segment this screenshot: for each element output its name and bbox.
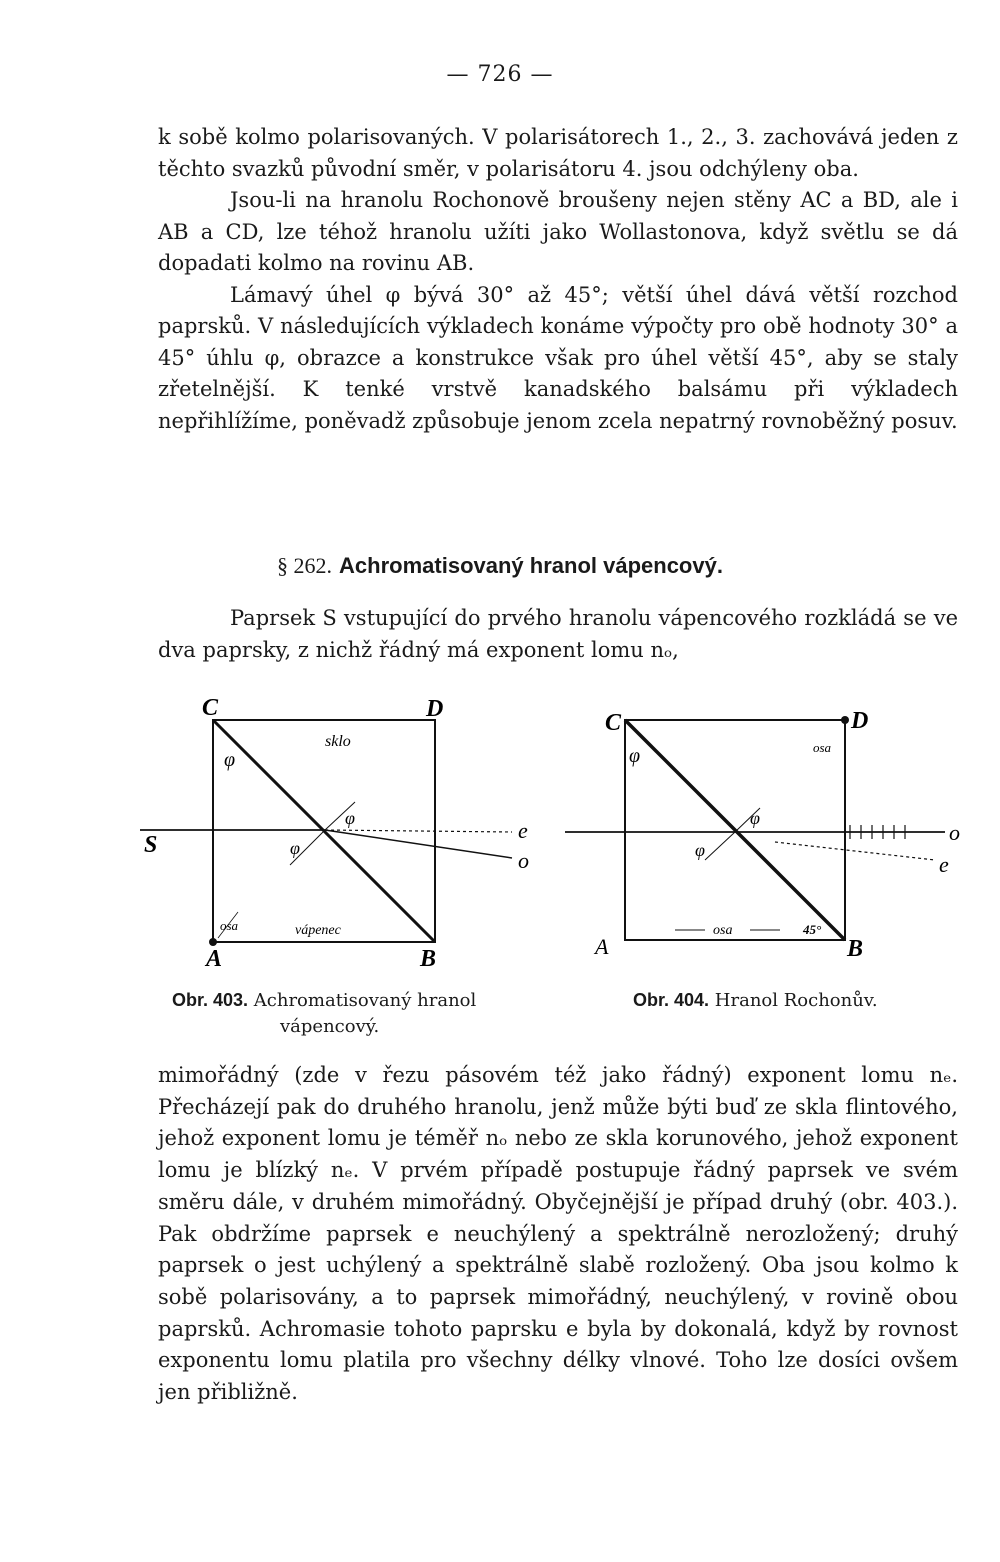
paragraph-5: mimořádný (zde v řezu pásovém též jako řádný) exponent lomu nₑ. Přecházejí pak do druhého hranolu, jenž může býti buď ze skla flintového, jehož exponent lomu je téměř nₒ nebo ze skla korunového, jehož exponent lomu je blízký nₑ. V prvém případě postupuje řádný paprsek ve svém směru dále, v druhém mimořádný. Obyčejnější je případ druhý (obr. 403.). Pak obdržíme paprsek e neuchýlený a spektrálně nerozložený; druhý paprsek o jest uchýlený a spektrálně slabě rozložený. Oba jsou kolmo k sobě polarisovány, a to paprsek mimořádný, neuchýlený, v rovině obou paprsků. Achromasie tohoto paprsku e byla by dokonalá, když by rovnost exponentu lomu platila pro všechny délky vlnové. Toho lze dosíci ovšem jen přibližně.	[158, 1063, 958, 1405]
caption-403-text: Achromatisovaný hranol	[253, 990, 477, 1011]
label-axis: osa	[220, 918, 239, 933]
label-glass: sklo	[325, 733, 351, 750]
body-text-bottom	[158, 1060, 958, 1409]
section-number: § 262.	[277, 553, 333, 578]
label-C: C	[605, 710, 622, 736]
section-title: Achromatisovaný hranol vápencový.	[339, 553, 723, 578]
figure-404-diagram	[565, 700, 975, 980]
label-axis: osa	[713, 923, 733, 938]
label-phi-1: φ	[629, 745, 641, 767]
label-phi-2: φ	[750, 808, 760, 828]
label-B: B	[847, 936, 864, 962]
ray-e-out	[775, 842, 935, 860]
paragraph-3: Lámavý úhel φ bývá 30° až 45°; větší úhel dává větší rozchod paprsků. V následujících výkladech konáme výpočty pro obě hodnoty 30° a 45° úhlu φ, obrazce a konstrukce však pro úhel větší 45°, aby se staly zřetelnější. K tenké vrstvě kanadského balsámu při výkladech nepřihlížíme, poněvadž způsobuje jenom zcela nepatrný rovnoběžný posuv.	[158, 282, 958, 433]
ray-o	[325, 830, 512, 858]
section-heading	[0, 553, 1000, 579]
label-phi-1: φ	[224, 749, 236, 771]
caption-404	[633, 987, 963, 1014]
caption-403-text-line2: vápencový.	[280, 1016, 380, 1037]
body-text-top	[158, 122, 958, 437]
label-o: o	[518, 848, 529, 873]
caption-403-number: Obr. 403.	[172, 990, 249, 1010]
page-number: — 726 —	[446, 62, 554, 87]
label-angle: 45°	[803, 922, 822, 937]
label-calcite: vápenec	[295, 923, 341, 938]
label-phi-3: φ	[695, 840, 705, 860]
figure-403	[140, 690, 560, 980]
label-phi-3: φ	[290, 838, 300, 858]
caption-404-number: Obr. 404.	[633, 990, 710, 1010]
label-e: e	[518, 818, 528, 843]
label-A: A	[206, 946, 223, 972]
label-A: A	[595, 934, 609, 959]
label-D: D	[426, 696, 444, 722]
paragraph-4: Paprsek S vstupující do prvého hranolu vápencového rozkládá se ve dva paprsky, z nichž řádný má exponent lomu nₒ,	[158, 606, 958, 662]
label-phi-2: φ	[345, 808, 355, 828]
figure-403-diagram	[140, 690, 560, 980]
body-text-mid	[158, 603, 958, 666]
diagonal-cb	[625, 720, 845, 940]
label-e: e	[939, 852, 949, 877]
label-o: o	[949, 820, 960, 845]
paragraph-1: k sobě kolmo polarisovaných. V polarisátorech 1., 2., 3. zachovává jeden z těchto svazků původní směr, v polarisátoru 4. jsou odchýleny oba.	[158, 125, 958, 181]
figure-404	[565, 700, 975, 980]
paragraph-2: Jsou-li na hranolu Rochonově broušeny nejen stěny AC a BD, ale i AB a CD, lze téhož hranolu užíti jako Wollastonova, když světlu se dá dopadati kolmo na rovinu AB.	[158, 188, 958, 275]
ray-e	[325, 830, 512, 832]
caption-404-text: Hranol Rochonův.	[714, 990, 878, 1011]
caption-403	[172, 987, 552, 1040]
label-C: C	[202, 695, 219, 721]
label-D: D	[851, 708, 869, 734]
label-B: B	[420, 946, 437, 972]
label-S: S	[144, 832, 158, 858]
label-axis-top: osa	[813, 740, 832, 755]
